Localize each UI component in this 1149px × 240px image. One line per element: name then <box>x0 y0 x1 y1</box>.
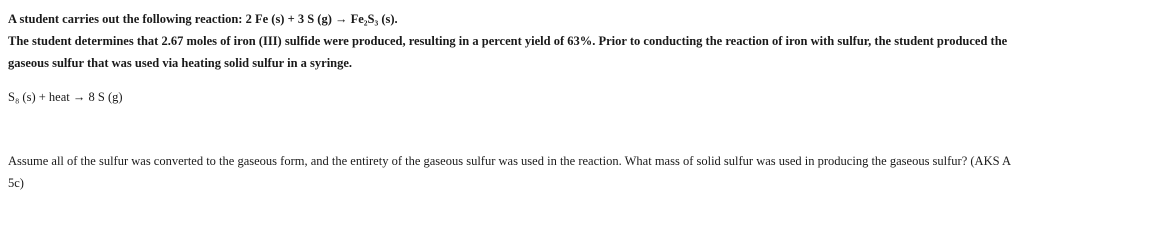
question-prompt-continued: 5c) <box>8 176 24 190</box>
yield-statement: The student determines that 2.67 moles of iron (III) sulfide were produced, resulting in a percent yield of 63%. Prior to conducting the reaction of iron with sulfur, the student produced the <box>8 34 1008 48</box>
reaction-statement: A student carries out the following reaction: 2 Fe (s) + 3 S (g) → Fe₂S₃ (s). <box>8 12 398 26</box>
yield-statement-continued: gaseous sulfur that was used via heating solid sulfur in a syringe. <box>8 56 353 70</box>
sulfur-equation: S₈ (s) + heat → 8 S (g) <box>8 90 123 104</box>
question-prompt: Assume all of the sulfur was converted to the gaseous form, and the entirety of the gaseous sulfur was used in the reaction. What mass of solid sulfur was used in producing the gaseous sulfur? (AKS A <box>8 154 1012 168</box>
